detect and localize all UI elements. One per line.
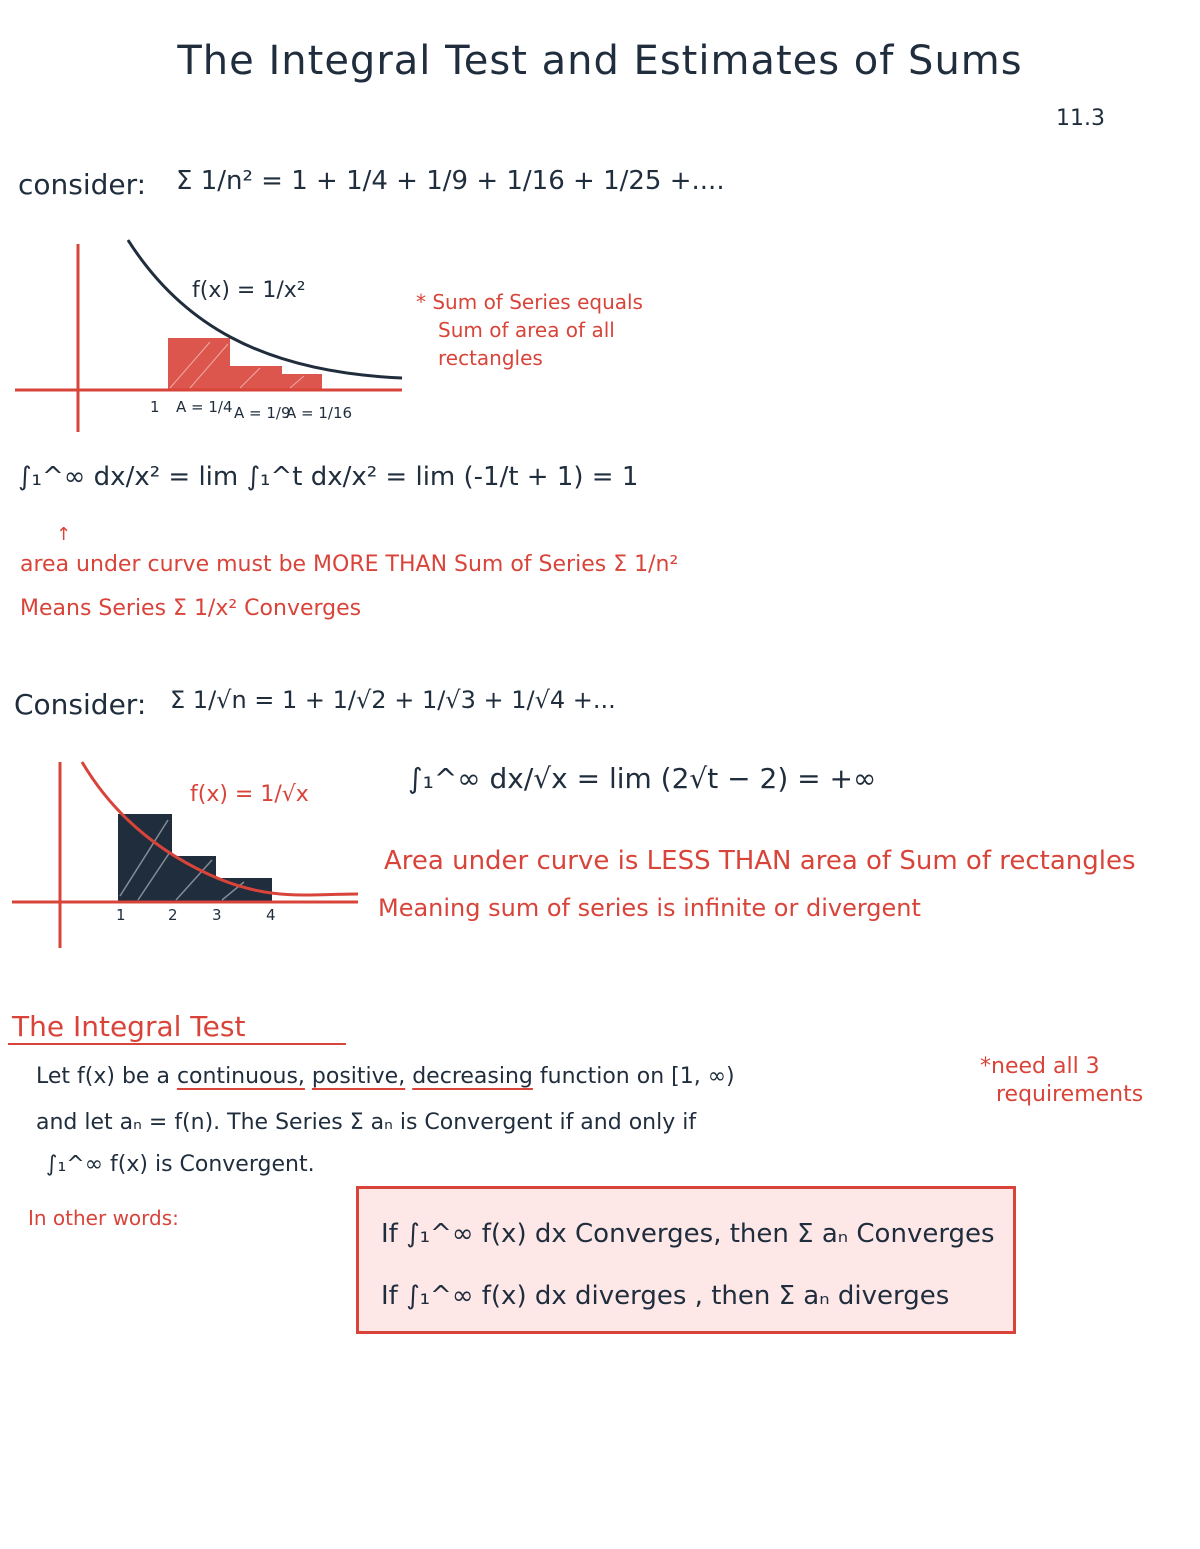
statement-line-2: and let aₙ = f(n). The Series Σ aₙ is Convergent if and only if [36, 1110, 697, 1135]
series-expression-1: Σ 1/n² = 1 + 1/4 + 1/9 + 1/16 + 1/25 +.... [176, 166, 725, 196]
axis-label-area-1: A = 1/4 [176, 398, 233, 416]
integral-expression-1: ∫₁^∞ dx/x² = lim ∫₁^t dx/x² = lim (-1/t + 1) = 1 [18, 462, 639, 492]
requirement-note-line-1: *need all 3 [980, 1054, 1100, 1079]
rectangle-1 [168, 338, 230, 390]
note-line-1: * Sum of Series equals [416, 290, 643, 314]
axis-label-area-3: A = 1/16 [286, 404, 353, 422]
conclusion-2-line-2: Meaning sum of series is infinite or divergent [378, 894, 921, 922]
heading-underline [8, 1042, 348, 1046]
conclusion-1-line-1: area under curve must be MORE THAN Sum of Series Σ 1/n² [20, 552, 679, 577]
word-continuous: continuous, [176, 1064, 305, 1089]
statement-text-a: Let f(x) be a [36, 1064, 170, 1089]
statement-line-3: ∫₁^∞ f(x) is Convergent. [46, 1152, 315, 1177]
summary-line-converges: If ∫₁^∞ f(x) dx Converges, then Σ aₙ Converges [381, 1219, 995, 1249]
word-decreasing: decreasing [412, 1064, 533, 1089]
series-expression-2: Σ 1/√n = 1 + 1/√2 + 1/√3 + 1/√4 +... [170, 686, 616, 714]
integral-test-heading: The Integral Test [12, 1010, 246, 1043]
summary-box [356, 1186, 1016, 1334]
graph-2 [8, 756, 368, 956]
axis-label-1: 1 [116, 906, 126, 924]
function-label-1: f(x) = 1/x² [192, 278, 306, 303]
consider-label-1: consider: [18, 168, 147, 201]
summary-line-diverges: If ∫₁^∞ f(x) dx diverges , then Σ aₙ diverges [381, 1281, 950, 1311]
axis-label-1: 1 [150, 398, 160, 416]
conclusion-2-line-1: Area under curve is LESS THAN area of Sum of rectangles [384, 846, 1136, 876]
rectangle-2 [230, 366, 282, 390]
requirement-note-line-2: requirements [996, 1082, 1144, 1107]
other-words-label: In other words: [28, 1206, 179, 1230]
axis-label-2: 2 [168, 906, 178, 924]
statement-text-b: function on [1, ∞) [539, 1064, 735, 1089]
axis-label-area-2: A = 1/9 [234, 404, 291, 422]
function-label-2: f(x) = 1/√x [190, 782, 309, 807]
page-title: The Integral Test and Estimates of Sums [177, 38, 1023, 84]
word-positive: positive, [311, 1064, 406, 1089]
note-line-3: rectangles [438, 346, 543, 370]
consider-label-2: Consider: [14, 688, 147, 721]
axis-label-4: 4 [266, 906, 276, 924]
integral-expression-2: ∫₁^∞ dx/√x = lim (2√t − 2) = +∞ [408, 762, 877, 795]
conclusion-1-line-2: Means Series Σ 1/x² Converges [20, 596, 362, 621]
section-number: 11.3 [1056, 106, 1105, 131]
rectangle-3 [282, 374, 322, 390]
note-line-2: Sum of area of all [438, 318, 615, 342]
axis-label-3: 3 [212, 906, 222, 924]
arrow-up-icon: ↑ [56, 524, 72, 545]
statement-line-1 [36, 1064, 735, 1089]
